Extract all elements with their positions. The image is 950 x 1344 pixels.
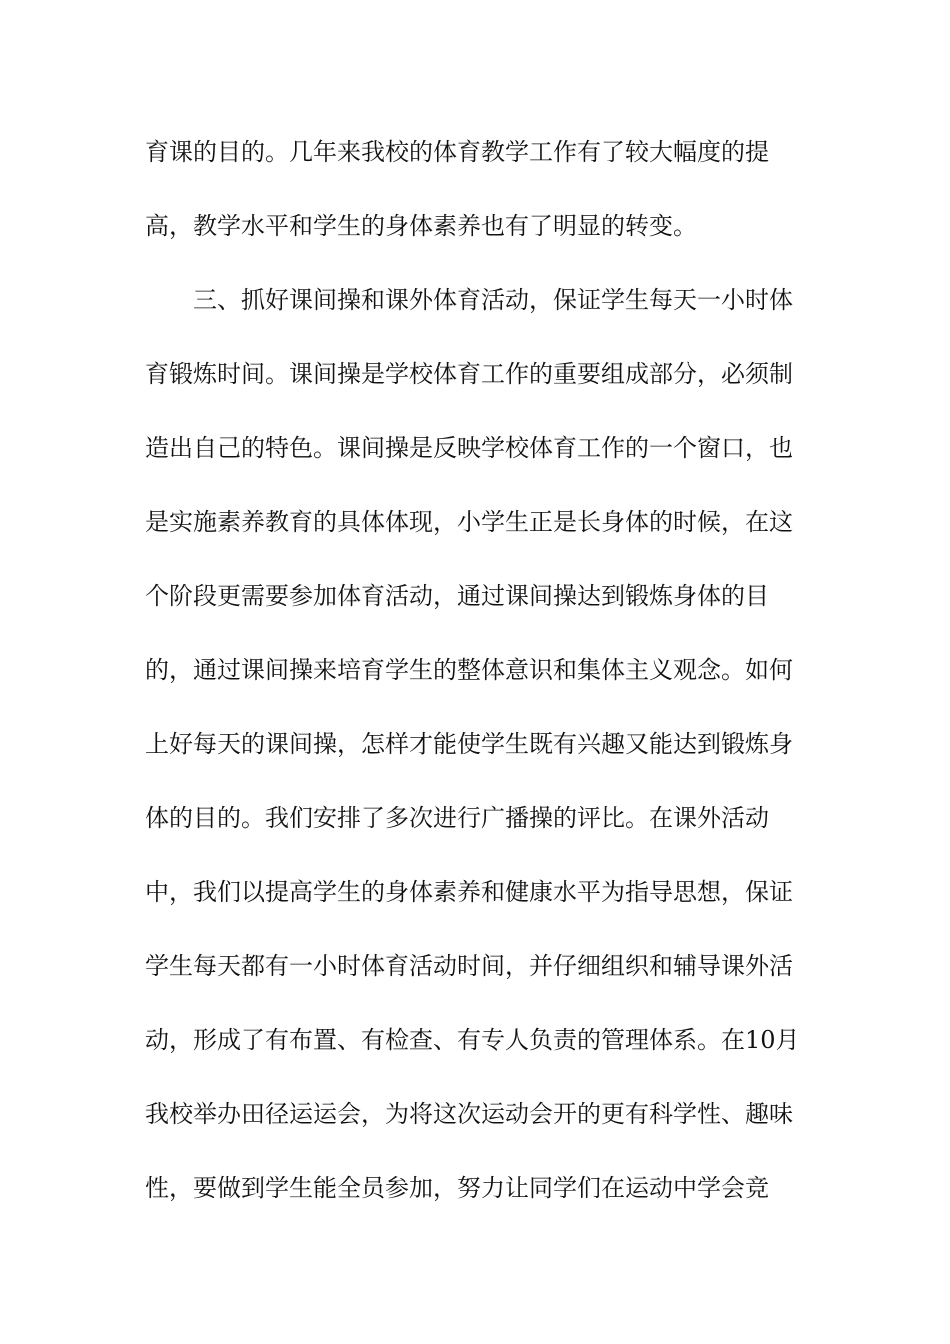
text-line: 学生每天都有一小时体育活动时间，并仔细组织和辅导课外活 [145,952,793,980]
text-line: 体的目的。我们安排了多次进行广播操的评比。在课外活动 [145,804,769,832]
text-line: 上好每天的课间操，怎样才能使学生既有兴趣又能达到锻炼身 [145,730,793,758]
text-line: 我校举办田径运运会，为将这次运动会开的更有科学性、趣味 [145,1100,793,1128]
text-line: 个阶段更需要参加体育活动，通过课间操达到锻炼身体的目 [145,582,769,610]
text-line: 是实施素养教育的具体体现，小学生正是长身体的时候，在这 [145,508,793,536]
text-line: 育课的目的。几年来我校的体育教学工作有了较大幅度的提 [145,138,769,166]
document-body [145,126,805,1236]
text-line: 造出自己的特色。课间操是反映学校体育工作的一个窗口，也 [145,434,793,462]
text-line: 动，形成了有布置、有检查、有专人负责的管理体系。在10月 [145,1026,800,1054]
text-line: 高，教学水平和学生的身体素养也有了明显的转变。 [145,212,697,240]
paragraph-start-line: 三、抓好课间操和课外体育活动，保证学生每天一小时体 [193,286,793,314]
text-line: 的，通过课间操来培育学生的整体意识和集体主义观念。如何 [145,656,793,684]
text-line: 性，要做到学生能全员参加，努力让同学们在运动中学会竞 [145,1174,769,1202]
text-line: 育锻炼时间。课间操是学校体育工作的重要组成部分，必须制 [145,360,793,388]
text-line: 中，我们以提高学生的身体素养和健康水平为指导思想，保证 [145,878,793,906]
